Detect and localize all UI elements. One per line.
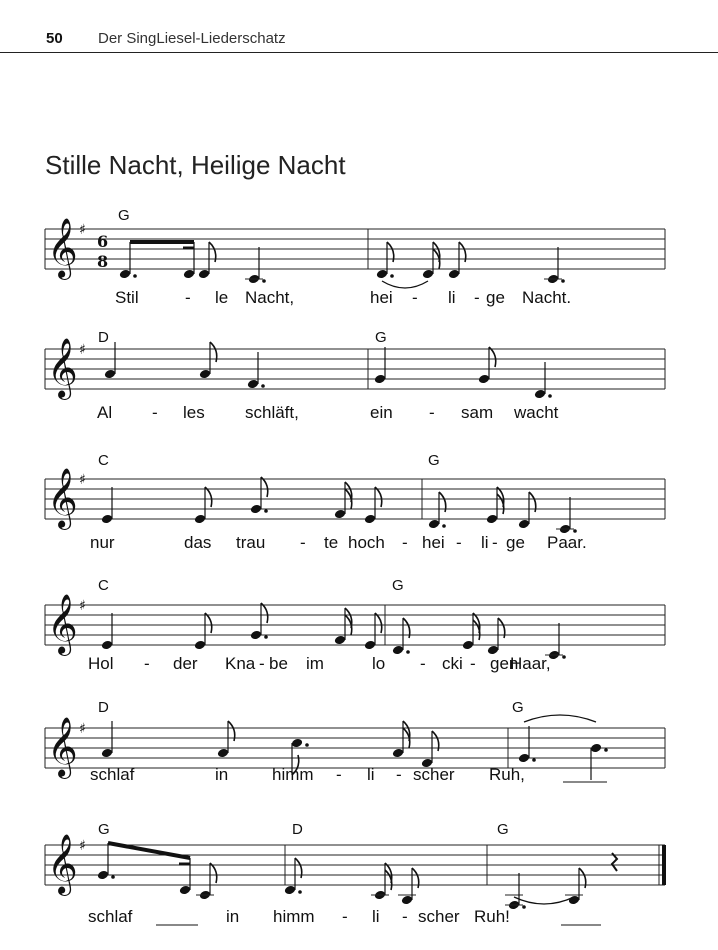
lyric-syllable: - (300, 533, 306, 552)
lyric-syllable: te (324, 533, 339, 552)
lyric-syllable: Ruh! (474, 907, 510, 926)
note-head (97, 870, 109, 881)
lyric-syllable: hei (422, 533, 445, 552)
note-dot (264, 509, 268, 513)
note-head (364, 514, 376, 525)
note-dot (442, 524, 446, 528)
lyric-syllable: - (396, 765, 402, 784)
system-6 (45, 821, 666, 926)
chord-symbol: D (292, 821, 303, 838)
lyric-syllable: ein (370, 403, 393, 422)
lyric-syllable: ge (486, 288, 505, 307)
note-head (392, 748, 404, 759)
note-flag (210, 863, 217, 883)
note-dot (562, 655, 566, 659)
lyric-syllable: be (269, 654, 288, 673)
note-dot (406, 650, 410, 654)
lyric-syllable: hei (370, 288, 393, 307)
note-dot (604, 748, 608, 752)
lyric-syllable: - (144, 654, 150, 673)
final-barline-thick (662, 845, 666, 885)
lyric-syllable: scher (418, 907, 460, 926)
chord-symbol: G (98, 821, 110, 838)
song-title: Stille Nacht, Heilige Nacht (45, 150, 346, 180)
note-head (101, 514, 113, 525)
note-head (462, 640, 474, 651)
lyric-syllable: nur (90, 533, 115, 552)
note-head (104, 369, 116, 380)
lyric-syllable: schlaf (90, 765, 135, 784)
lyric-syllable: Ruh, (489, 765, 525, 784)
note-head (250, 630, 262, 641)
lyric-syllable: der (173, 654, 198, 673)
note-head (374, 374, 386, 385)
note-head (101, 640, 113, 651)
key-signature-sharp: ♯ (79, 721, 86, 737)
note-head (334, 509, 346, 520)
note-head (179, 885, 191, 896)
treble-clef-icon: 𝄞 (47, 218, 78, 278)
note-head (518, 519, 530, 530)
chord-symbol: G (118, 207, 130, 224)
note-dot (133, 274, 137, 278)
key-signature-sharp: ♯ (79, 598, 86, 614)
note-head (334, 635, 346, 646)
chord-symbol: G (428, 452, 440, 469)
lyric-syllable: sam (461, 403, 494, 422)
lyric-syllable: - (185, 288, 191, 307)
lyric-syllable: hoch (348, 533, 385, 552)
lyric-syllable: gen (490, 654, 519, 673)
note-head (217, 748, 229, 759)
lyric-syllable: - (402, 907, 408, 926)
lyric-syllable: in (226, 907, 240, 926)
note-head (199, 369, 211, 380)
treble-clef-icon: 𝄞 (47, 717, 78, 777)
note-head (250, 504, 262, 515)
note-head (428, 519, 440, 530)
note-flag (205, 613, 212, 633)
treble-clef-icon: 𝄞 (47, 338, 78, 398)
lyric-syllable: scher (413, 765, 455, 784)
note-dot (522, 905, 526, 909)
lyric-syllable: - (429, 403, 435, 422)
book-title: Der SingLiesel-Liederschatz (98, 30, 286, 47)
lyric-syllable: Nacht, (245, 288, 295, 307)
chord-symbol: D (98, 329, 109, 346)
lyric-syllable: - (412, 288, 418, 307)
note-head (518, 753, 530, 764)
key-signature-sharp: ♯ (79, 342, 86, 358)
lyric-syllable: - (152, 403, 158, 422)
note-dot (262, 279, 266, 283)
note-head (198, 269, 210, 280)
lyric-syllable: - (470, 654, 476, 673)
lyric-syllable: Hol (88, 654, 114, 673)
note-head (422, 269, 434, 280)
note-head (194, 640, 206, 651)
lyric-syllable: Kna (225, 654, 256, 673)
note-flag (489, 347, 496, 367)
note-flag (205, 487, 212, 507)
note-head (534, 389, 546, 400)
note-head (119, 269, 131, 280)
note-head (448, 269, 460, 280)
treble-clef-icon: 𝄞 (47, 834, 78, 894)
note-dot (298, 890, 302, 894)
system-1 (45, 207, 665, 307)
note-head (478, 374, 490, 385)
chord-symbol: G (512, 699, 524, 716)
lyric-syllable: Haar, (510, 654, 551, 673)
lyric-syllable: himm (273, 907, 315, 926)
chord-symbol: G (497, 821, 509, 838)
note-dot (390, 274, 394, 278)
quarter-rest (612, 853, 617, 871)
page-number: 50 (46, 30, 63, 47)
note-flag (261, 603, 268, 623)
slur (382, 281, 428, 288)
lyric-syllable: schlaf (88, 907, 133, 926)
lyric-syllable: im (306, 654, 324, 673)
chord-symbol: D (98, 699, 109, 716)
note-dot (111, 875, 115, 879)
key-signature-sharp: ♯ (79, 472, 86, 488)
lyric-syllable: Nacht. (522, 288, 572, 307)
note-dot (261, 384, 265, 388)
note-head (364, 640, 376, 651)
lyric-syllable: Paar. (547, 533, 587, 552)
key-signature-sharp: ♯ (79, 838, 86, 854)
slur (524, 715, 596, 722)
note-head (392, 645, 404, 656)
lyric-syllable: les (183, 403, 205, 422)
chord-symbol: C (98, 577, 109, 594)
lyric-syllable: - (342, 907, 348, 926)
note-head (101, 748, 113, 759)
note-head (401, 895, 413, 906)
chord-symbol: G (375, 329, 387, 346)
note-dot (532, 758, 536, 762)
time-signature-numerator: 6 (97, 232, 109, 251)
lyric-syllable: ge (506, 533, 525, 552)
system-4 (45, 577, 665, 673)
key-signature-sharp: ♯ (79, 222, 86, 238)
treble-clef-icon: 𝄞 (47, 594, 78, 654)
note-head (183, 269, 195, 280)
note-head (376, 269, 388, 280)
lyric-syllable: lo (372, 654, 386, 673)
lyric-syllable: - (492, 533, 498, 552)
time-signature-denominator: 8 (97, 252, 109, 271)
note-head (194, 514, 206, 525)
note-dot (548, 394, 552, 398)
note-head (590, 743, 602, 754)
lyric-syllable: himm (272, 765, 314, 784)
chord-symbol: C (98, 452, 109, 469)
note-head (291, 738, 303, 749)
lyric-syllable: trau (236, 533, 266, 552)
lyric-syllable: - (456, 533, 462, 552)
lyric-syllable: li (481, 533, 489, 552)
note-head (247, 379, 259, 390)
slur (514, 897, 574, 904)
note-dot (264, 635, 268, 639)
lyric-syllable: le (215, 288, 229, 307)
lyric-syllable: - (259, 654, 265, 673)
lyric-syllable: cki (442, 654, 463, 673)
lyric-syllable: - (474, 288, 480, 307)
lyric-syllable: - (402, 533, 408, 552)
note-dot (305, 743, 309, 747)
lyric-syllable: in (215, 765, 229, 784)
note-head (568, 895, 580, 906)
treble-clef-icon: 𝄞 (47, 468, 78, 528)
note-head (486, 514, 498, 525)
lyric-syllable: das (184, 533, 212, 552)
note-head (284, 885, 296, 896)
lyric-syllable: li (448, 288, 456, 307)
system-3 (45, 452, 665, 552)
lyric-syllable: wacht (514, 403, 559, 422)
lyric-syllable: - (420, 654, 426, 673)
note-flag (375, 613, 382, 633)
system-2 (45, 329, 665, 422)
lyric-syllable: Stil (115, 288, 139, 307)
lyric-syllable: li (372, 907, 380, 926)
note-dot (561, 279, 565, 283)
lyric-syllable: Al (97, 403, 113, 422)
system-5 (45, 699, 665, 784)
lyric-syllable: schläft, (245, 403, 299, 422)
lyric-syllable: - (336, 765, 342, 784)
chord-symbol: G (392, 577, 404, 594)
note-flag (375, 487, 382, 507)
lyric-syllable: li (367, 765, 375, 784)
note-flag (261, 477, 268, 497)
